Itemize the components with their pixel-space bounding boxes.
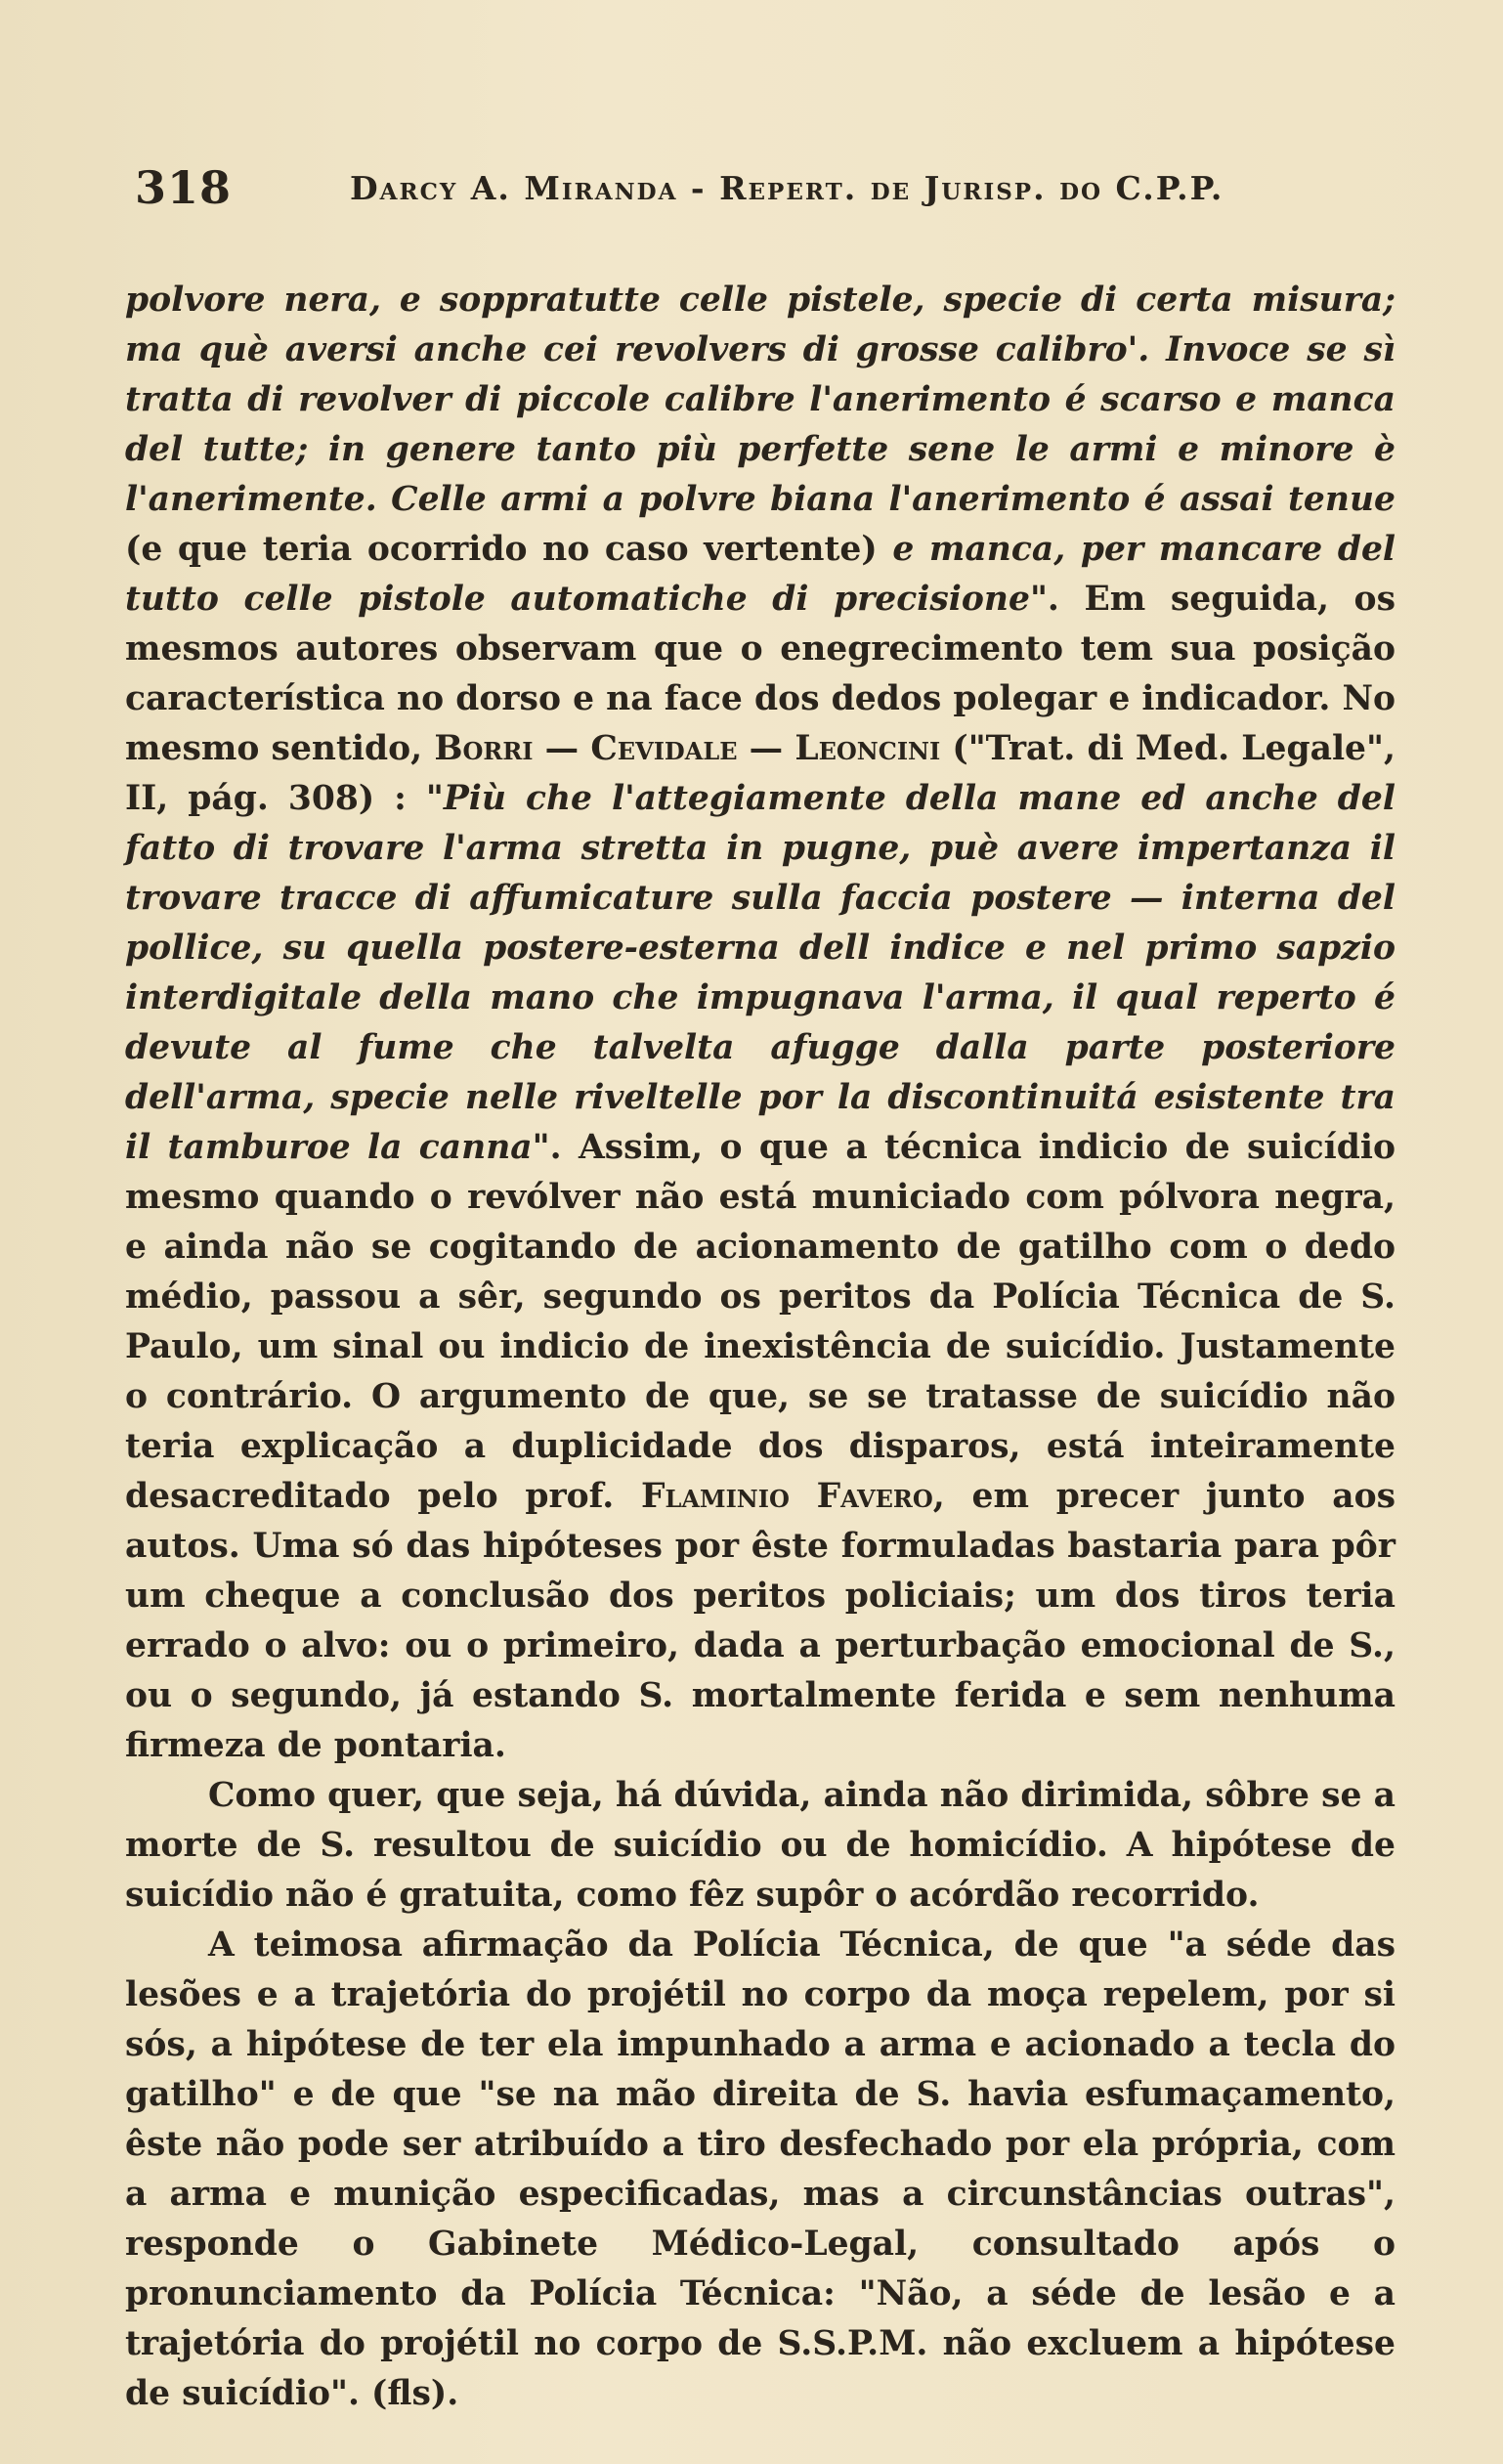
italian-quote: e manca, per mancare del tutto celle pistole automatiche di precisione bbox=[125, 530, 1396, 619]
text-span: ("Trat. di Med. Legale", II, pág. 308) : " bbox=[125, 729, 1396, 818]
paragraph bbox=[125, 276, 1396, 1771]
author-names: Borri — Cevidale — Leoncini bbox=[434, 729, 941, 768]
text-span: ". Assim, o que a técnica indicio de suicídio mesmo quando o revólver não está municiado com pólvora negra, e ainda não se cogitando de acionamento de gatilho com o dedo médio, passou a sêr, segundo os peritos da Polícia Técnica de S. Paulo, um sinal ou indicio de inexistência de suicídio. Justamente o contrário. O argumento de que, se se tratasse de suicídio não teria explicação a duplicidade dos disparos, está inteiramente desacreditado pelo prof. bbox=[125, 1128, 1396, 1516]
running-head: Darcy A. Miranda - Repert. de Jurisp. do C.P.P. bbox=[350, 169, 1224, 207]
text-span: ". Em seguida, os mesmos autores observam que o enegrecimento tem sua posição característica no dorso e na face dos dedos polegar e indicador. No mesmo sentido, bbox=[125, 580, 1396, 768]
text-span: , em precer junto aos autos. Uma só das hipóteses por êste formuladas bastaria para pôr um cheque a conclusão dos peritos policiais; um dos tiros teria errado o alvo: ou o primeiro, dada a perturbação emocional de S., ou o segundo, já estando S. mortalmente ferida e sem nenhuma firmeza de pontaria. bbox=[125, 1477, 1396, 1765]
italian-quote: Più che l'attegiamente della mane ed anche del fatto di trovare l'arma stretta in pugne, puè avere impertanza il trovare tracce di affumicature sulla faccia postere — interna del pollice, su quella postere-esterna dell indice e nel primo sapzio interdigitale della mano che impugnava l'arma, il qual reperto é devute al fume che talvelta afugge dalla parte posteriore dell'arma, specie nelle riveltelle por la discontinuitá esistente tra il tamburoe la canna bbox=[125, 779, 1396, 1167]
body-text bbox=[125, 276, 1396, 2419]
text-span: A teimosa afirmação da Polícia Técnica, de que "a séde das lesões e a trajetória do projétil no corpo da moça repelem, por si sós, a hipótese de ter ela impunhado a arma e acionado a tecla do gatilho" e de que "se na mão direita de S. havia esfumaçamento, êste não pode ser atribuído a tiro desfechado por ela própria, com a arma e munição especificadas, mas a circunstâncias outras", responde o Gabinete Médico-Legal, consultado após o pronunciamento da Polícia Técnica: "Não, a séde de lesão e a trajetória do projétil no corpo de S.S.P.M. não excluem a hipótese de suicídio". (fls). bbox=[125, 1925, 1396, 2413]
paragraph bbox=[125, 1921, 1396, 2419]
text-span: Como quer, que seja, há dúvida, ainda não dirimida, sôbre se a morte de S. resultou de suicídio ou de homicídio. A hipótese de suicídio não é gratuita, como fêz supôr o acórdão recorrido. bbox=[125, 1776, 1396, 1915]
italian-quote: polvore nera, e soppratutte celle pistele, specie di certa misura; ma què aversi anche cei revolvers di grosse calibro'. Invoce se sì tratta di revolver di piccole calibre l'anerimento é scarso e manca del tutte; in genere tanto più perfette sene le armi e minore è l'anerimente. Celle armi a polvre biana l'anerimento é assai tenue bbox=[125, 281, 1396, 519]
text-span: (e que teria ocorrido no caso vertente) bbox=[125, 530, 893, 569]
page-number: 318 bbox=[135, 161, 233, 214]
author-name: Flaminio Favero bbox=[641, 1477, 933, 1516]
paragraph bbox=[125, 1771, 1396, 1921]
page-header bbox=[125, 161, 1396, 220]
